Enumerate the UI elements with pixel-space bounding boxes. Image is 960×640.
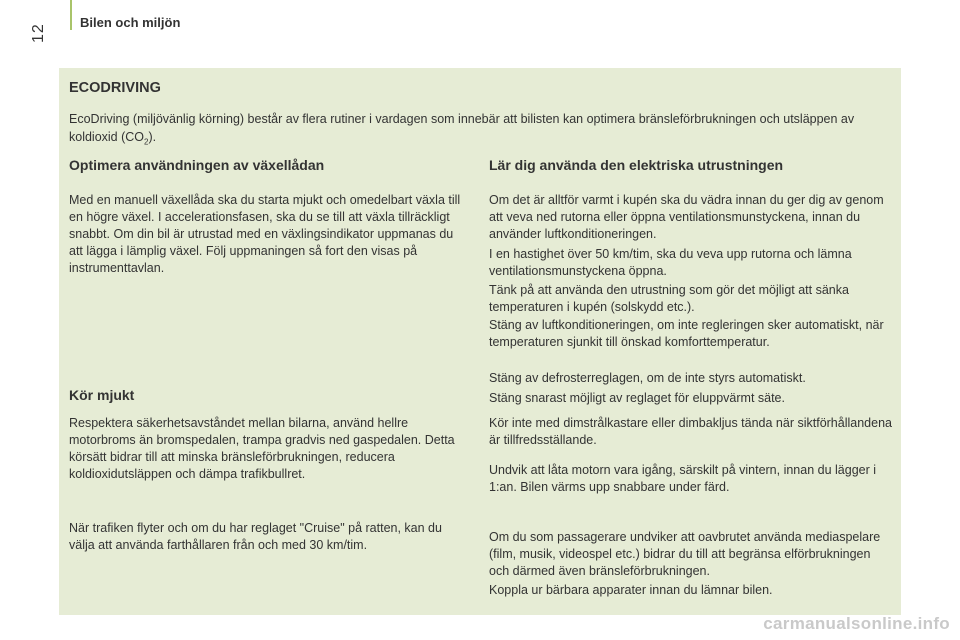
gearbox-heading: Optimera användningen av växellådan: [69, 157, 325, 173]
smooth-driving-paragraph-1: Respektera säkerhetsavståndet mellan bilarna, använd hellre motorbroms än bromspedalen, trampa gradvis ned gaspedalen. Detta körsätt bidrar till att minska bränsleförbrukningen, reducera koldioxidutsläppen och dämpa trafikbullret.: [69, 416, 455, 481]
page-number: 12: [30, 23, 47, 43]
electric-paragraph-2: I en hastighet över 50 km/tim, ska du veva upp rutorna och lämna ventilationsmunstyckena öppna.: [489, 247, 852, 278]
electric-paragraph-7: Kör inte med dimstrålkastare eller dimbakljus tända när siktförhållandena är tillfredsställande.: [489, 416, 892, 447]
intro-text: EcoDriving (miljövänlig körning) består av flera rutiner i vardagen som innebär att bilisten kan optimera bränsleförbrukningen och utsläppen av koldioxid (CO: [69, 112, 855, 144]
electric-paragraph-5: Stäng av defrosterreglagen, om de inte styrs automatiskt.: [489, 371, 806, 385]
ecodriving-intro: [69, 110, 889, 152]
smooth-driving-heading: Kör mjukt: [69, 387, 135, 403]
ecodriving-title: ECODRIVING: [69, 80, 161, 96]
smooth-driving-paragraph-2: När trafiken flyter och om du har reglaget "Cruise" på ratten, kan du välja att använda farthållaren från och med 30 km/tim.: [69, 521, 442, 552]
section-accent-bar: [70, 0, 72, 30]
watermark: carmanualsonline.info: [763, 614, 950, 633]
electric-paragraph-3: Tänk på att använda den utrustning som gör det möjligt att sänka temperaturen i kupén (solskydd etc.).: [489, 283, 849, 314]
gearbox-paragraph: Med en manuell växellåda ska du starta mjukt och omedelbart växla till en högre växel. I accelerationsfasen, ska du se till att växla tillräckligt snabbt. Om din bil är utrustad med en växlingsindikator uppmanas du att lägga i lämplig växel. Följ uppmaningen så fort den visas på instrumenttavlan.: [69, 193, 461, 275]
electric-paragraph-10: Koppla ur bärbara apparater innan du lämnar bilen.: [489, 583, 773, 597]
electric-paragraph-9: Om du som passagerare undviker att oavbrutet använda mediaspelare (film, musik, videospel etc.) bidrar du till att begränsa elförbrukningen och därmed även bränsleförbrukningen.: [489, 530, 881, 578]
electric-heading: Lär dig använda den elektriska utrustningen: [489, 157, 784, 173]
electric-paragraph-4: Stäng av luftkonditioneringen, om inte regleringen sker automatiskt, när temperaturen sjunkit till önskad komforttemperatur.: [489, 318, 884, 349]
intro-subscript: 2: [144, 137, 149, 147]
electric-paragraph-8: Undvik att låta motorn vara igång, särskilt på vintern, innan du lägger i 1:an. Bilen värms upp snabbare under färd.: [489, 463, 877, 494]
intro-text-end: ).: [148, 130, 157, 144]
section-title: Bilen och miljön: [80, 15, 181, 30]
electric-paragraph-6: Stäng snarast möjligt av reglaget för eluppvärmt säte.: [489, 391, 785, 405]
electric-paragraph-1: Om det är alltför varmt i kupén ska du vädra innan du ger dig av genom att veva ned rutorna eller öppna ventilationsmunstyckena, innan du använder luftkonditioneringen.: [489, 193, 884, 241]
